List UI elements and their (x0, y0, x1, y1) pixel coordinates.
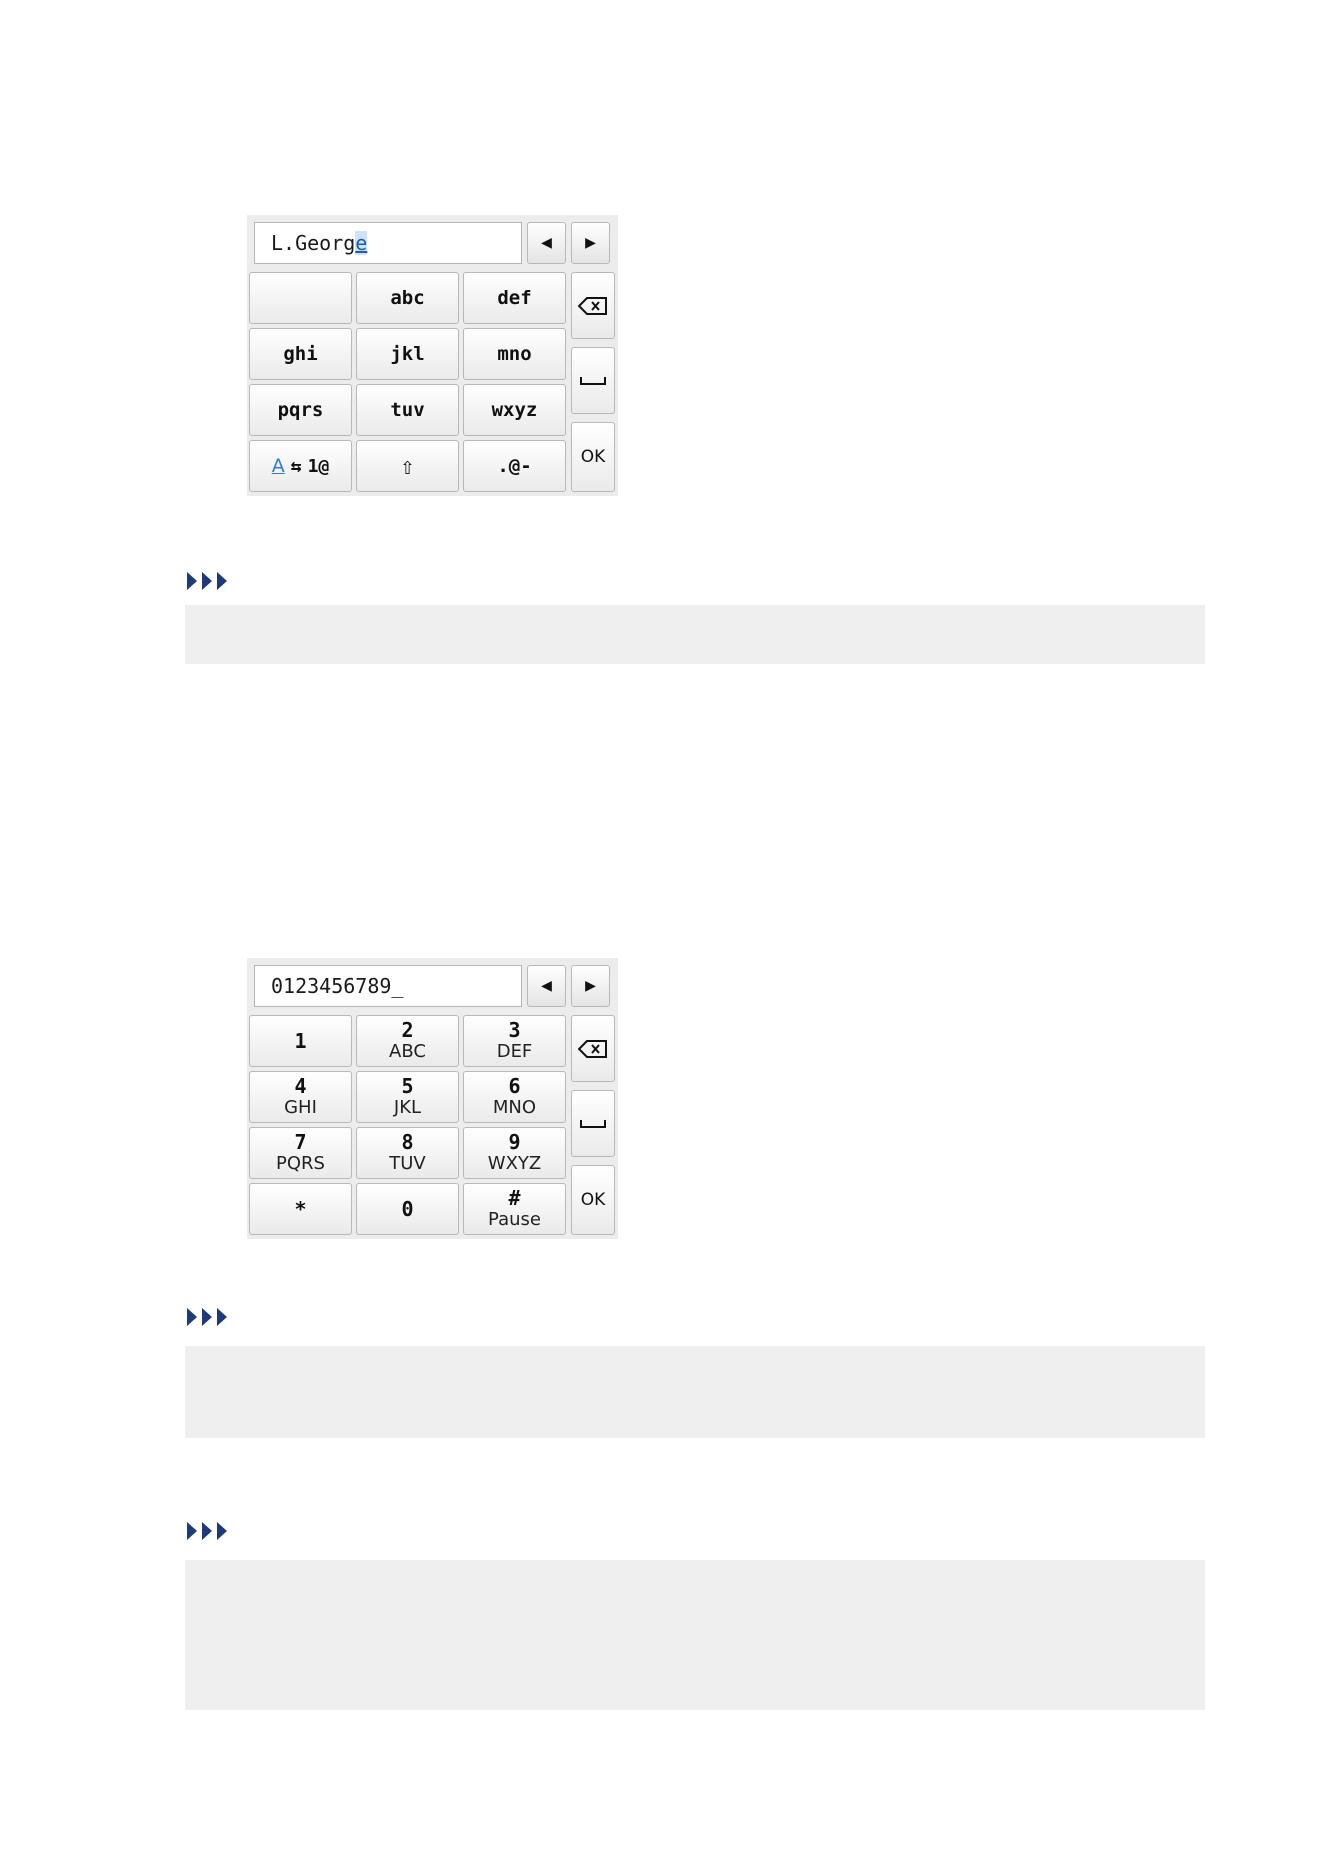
key-shift[interactable] (356, 440, 459, 492)
backspace-icon (578, 297, 608, 315)
input-text: L.Georg (271, 231, 356, 255)
key-digit: 8 (401, 1130, 414, 1154)
key-pqrs[interactable]: pqrs (249, 384, 352, 436)
key-mno[interactable]: mno (463, 328, 566, 380)
key-3[interactable] (463, 1015, 566, 1067)
key-blank[interactable] (249, 272, 352, 324)
input-cursor: e (355, 231, 368, 255)
key-letters: ABC (389, 1041, 426, 1062)
key-9[interactable] (463, 1127, 566, 1179)
key-digit: 2 (401, 1018, 414, 1042)
key-tuv[interactable]: tuv (356, 384, 459, 436)
key-5[interactable] (356, 1071, 459, 1123)
key-abc[interactable]: abc (356, 272, 459, 324)
shift-icon: ⇧ (400, 452, 415, 480)
key-backspace[interactable] (571, 1015, 615, 1082)
key-digit: * (294, 1197, 307, 1221)
key-6[interactable] (463, 1071, 566, 1123)
text-input-field[interactable] (254, 222, 522, 264)
key-digit: 5 (401, 1074, 414, 1098)
key-space[interactable] (571, 1090, 615, 1157)
mode-number-indicator: 1@ (307, 455, 330, 477)
space-icon (579, 1119, 607, 1129)
right-arrow-icon: ▶ (585, 235, 596, 251)
key-jkl[interactable]: jkl (356, 328, 459, 380)
key-2[interactable] (356, 1015, 459, 1067)
mode-switch-icon: ⇆ (290, 455, 302, 477)
note-box-2 (185, 1346, 1205, 1438)
key-letters: MNO (492, 1097, 537, 1118)
right-arrow-icon: ▶ (585, 978, 596, 994)
key-letters: Pause (488, 1209, 541, 1230)
key-4[interactable] (249, 1071, 352, 1123)
space-icon (579, 376, 607, 386)
key-ok[interactable]: OK (571, 422, 615, 492)
key-digit: 1 (294, 1029, 307, 1053)
key-7[interactable] (249, 1127, 352, 1179)
key-star[interactable] (249, 1183, 352, 1235)
key-8[interactable] (356, 1127, 459, 1179)
key-letters: TUV (389, 1153, 426, 1174)
backspace-icon (578, 1040, 608, 1058)
alpha-keyboard-screen (247, 215, 618, 496)
left-arrow-icon: ◀ (541, 235, 552, 251)
key-digit: 3 (508, 1018, 521, 1042)
key-letters: DEF (496, 1041, 533, 1062)
number-input-field[interactable]: 0123456789_ (254, 965, 522, 1007)
key-0[interactable] (356, 1183, 459, 1235)
key-ok[interactable]: OK (571, 1165, 615, 1235)
note-box-3 (185, 1560, 1205, 1710)
key-symbols[interactable]: .@- (463, 440, 566, 492)
note-box-1 (185, 605, 1205, 664)
key-letters: GHI (284, 1097, 317, 1118)
key-letters: PQRS (276, 1153, 325, 1174)
note-icon (185, 1520, 241, 1542)
cursor-right-button[interactable] (571, 222, 610, 264)
key-digit: 6 (508, 1074, 521, 1098)
key-wxyz[interactable]: wxyz (463, 384, 566, 436)
key-letters: WXYZ (487, 1153, 542, 1174)
key-digit: # (508, 1186, 521, 1210)
numeric-keyboard-screen (247, 958, 618, 1239)
mode-letter-indicator: A (271, 455, 285, 477)
note-icon (185, 1306, 241, 1328)
key-ghi[interactable]: ghi (249, 328, 352, 380)
key-hash-pause[interactable] (463, 1183, 566, 1235)
key-def[interactable]: def (463, 272, 566, 324)
key-space[interactable] (571, 347, 615, 414)
key-letters: JKL (393, 1097, 422, 1118)
key-digit: 7 (294, 1130, 307, 1154)
cursor-left-button[interactable] (527, 222, 566, 264)
key-1[interactable] (249, 1015, 352, 1067)
cursor-right-button[interactable] (571, 965, 610, 1007)
left-arrow-icon: ◀ (541, 978, 552, 994)
key-digit: 9 (508, 1130, 521, 1154)
key-digit: 4 (294, 1074, 307, 1098)
key-digit: 0 (401, 1197, 414, 1221)
cursor-left-button[interactable] (527, 965, 566, 1007)
note-icon (185, 570, 241, 592)
key-input-mode[interactable] (249, 440, 352, 492)
key-backspace[interactable] (571, 272, 615, 339)
